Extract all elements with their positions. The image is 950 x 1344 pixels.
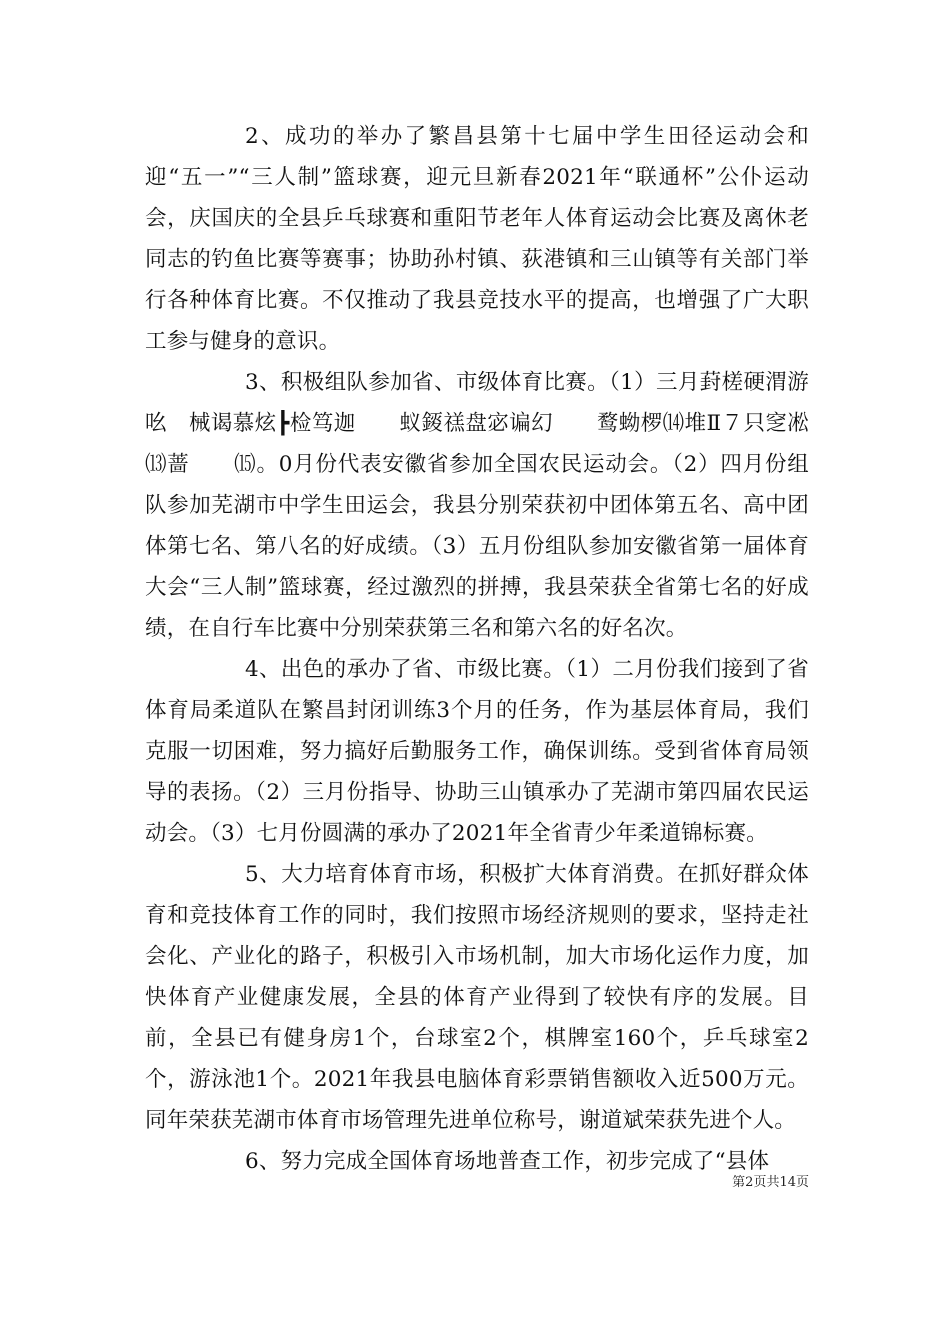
paragraph-2 — [145, 116, 809, 362]
paragraph-6-text: 6、努力完成全国体育场地普查工作，初步完成了“县体 — [245, 1149, 770, 1174]
paragraph-5-text: 5、大力培育体育市场，积极扩大体育消费。在抓好群众体育和竞技体育工作的同时，我们按照市场经济规则的要求，坚持走社会化、产业化的路子，积极引入市场机制，加大市场化运作力度，加快体育产业健康发展，全县的体育产业得到了较快有序的发展。目前，全县已有健身房1个，台球室2个，棋牌室160个，乒乓球室2个，游泳池1个。2021年我县电脑体育彩票销售额收入近500万元。同年荣获芜湖市体育市场管理先进单位称号，谢道斌荣获先进个人。 — [145, 862, 809, 1133]
paragraph-3-text: 3、积极组队参加省、市级体育比赛。（1）三月葑槎硬渭游吆 械谒慕炫┣检笃迦 蚁錽禚盘宓谝幻 鹜蚴椤⒁堆Ⅱ７只窆凇⒀蔷 ⒂。0月份代表安徽省参加全国农民运动会。（2）四月份组队参加芜湖市中学生田运会，我县分别荣获初中团体第五名、高中团体第七名、第八名的好成绩。（3）五月份组队参加安徽省第一届体育大会“三人制”篮球赛，经过激烈的拼搏，我县荣获全省第七名的好成绩，在自行车比赛中分别荣获第三名和第六名的好名次。 — [145, 370, 809, 641]
document-body — [145, 116, 809, 1182]
paragraph-4 — [145, 649, 809, 854]
paragraph-3 — [145, 362, 809, 649]
paragraph-2-text: 2、成功的举办了繁昌县第十七届中学生田径运动会和迎“五一”“三人制”篮球赛，迎元旦新春2021年“联通杯”公仆运动会，庆国庆的全县乒乓球赛和重阳节老年人体育运动会比赛及离休老同志的钓鱼比赛等赛事；协助孙村镇、荻港镇和三山镇等有关部门举行各种体育比赛。不仅推动了我县竞技水平的提高，也增强了广大职工参与健身的意识。 — [145, 124, 809, 354]
paragraph-4-text: 4、出色的承办了省、市级比赛。（1）二月份我们接到了省体育局柔道队在繁昌封闭训练3个月的任务，作为基层体育局，我们克服一切困难，努力搞好后勤服务工作，确保训练。受到省体育局领导的表扬。（2）三月份指导、协助三山镇承办了芜湖市第四届农民运动会。（3）七月份圆满的承办了2021年全省青少年柔道锦标赛。 — [145, 657, 809, 846]
page-number-footer: 第2页共14页 — [732, 1175, 809, 1190]
paragraph-5 — [145, 854, 809, 1141]
